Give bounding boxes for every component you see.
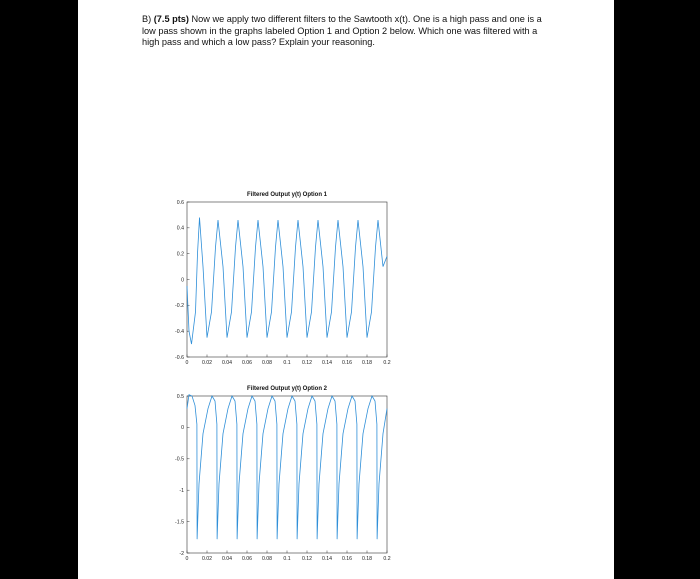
y-tick-label: 0.4 [176,225,184,232]
y-tick-label: -0.2 [175,303,184,310]
chart-option-1 [175,192,391,366]
x-tick-label: 0.2 [383,360,391,366]
x-tick-label: 0.18 [361,360,373,366]
x-tick-label: 0.12 [301,360,313,366]
y-tick-label: -0.6 [175,354,184,361]
y-tick-label: -1.5 [175,519,184,526]
x-tick-label: 0.1 [283,360,291,366]
x-tick-label: 0.18 [361,556,373,562]
question-points: (7.5 pts) [153,14,189,24]
series-line [187,218,387,345]
x-tick-label: 0.14 [321,360,333,366]
x-tick-label: 0 [185,360,189,366]
x-tick-label: 0.14 [321,556,333,562]
question-body: Now we apply two different filters to the Sawtooth x(t). One is a high pass and one is a low pass shown in the graphs labeled Option 1 and Option 2 below. Which one was filtered with a high pass and which a low pass? Explain your reasoning. [142,14,542,47]
y-tick-label: 0.5 [176,393,184,400]
x-tick-label: 0.08 [261,556,273,562]
x-tick-label: 0.06 [241,556,253,562]
y-tick-label: 0.6 [176,199,184,206]
question-prefix: B) [142,14,154,24]
x-tick-label: 0.06 [241,360,253,366]
y-tick-label: -0.4 [175,328,184,335]
x-tick-label: 0.02 [201,556,213,562]
series-line [187,395,387,539]
chart-title: Filtered Output y(t) Option 2 [247,386,327,392]
x-tick-label: 0 [185,556,189,562]
x-tick-label: 0.2 [383,556,391,562]
chart-title: Filtered Output y(t) Option 1 [247,192,327,198]
y-tick-label: -0.5 [175,456,184,463]
chart-option-2 [175,386,391,562]
y-tick-label: 0 [181,277,184,284]
y-tick-label: -2 [179,550,184,557]
y-tick-label: 0 [181,425,184,432]
x-tick-label: 0.12 [301,556,313,562]
y-tick-label: 0.2 [176,251,184,258]
y-tick-label: -1 [179,488,184,494]
x-tick-label: 0.04 [221,556,233,562]
x-tick-label: 0.04 [221,360,233,366]
x-tick-label: 0.1 [283,556,291,562]
x-tick-label: 0.08 [261,360,273,366]
x-tick-label: 0.16 [341,360,353,366]
x-tick-label: 0.16 [341,556,353,562]
x-tick-label: 0.02 [201,360,213,366]
